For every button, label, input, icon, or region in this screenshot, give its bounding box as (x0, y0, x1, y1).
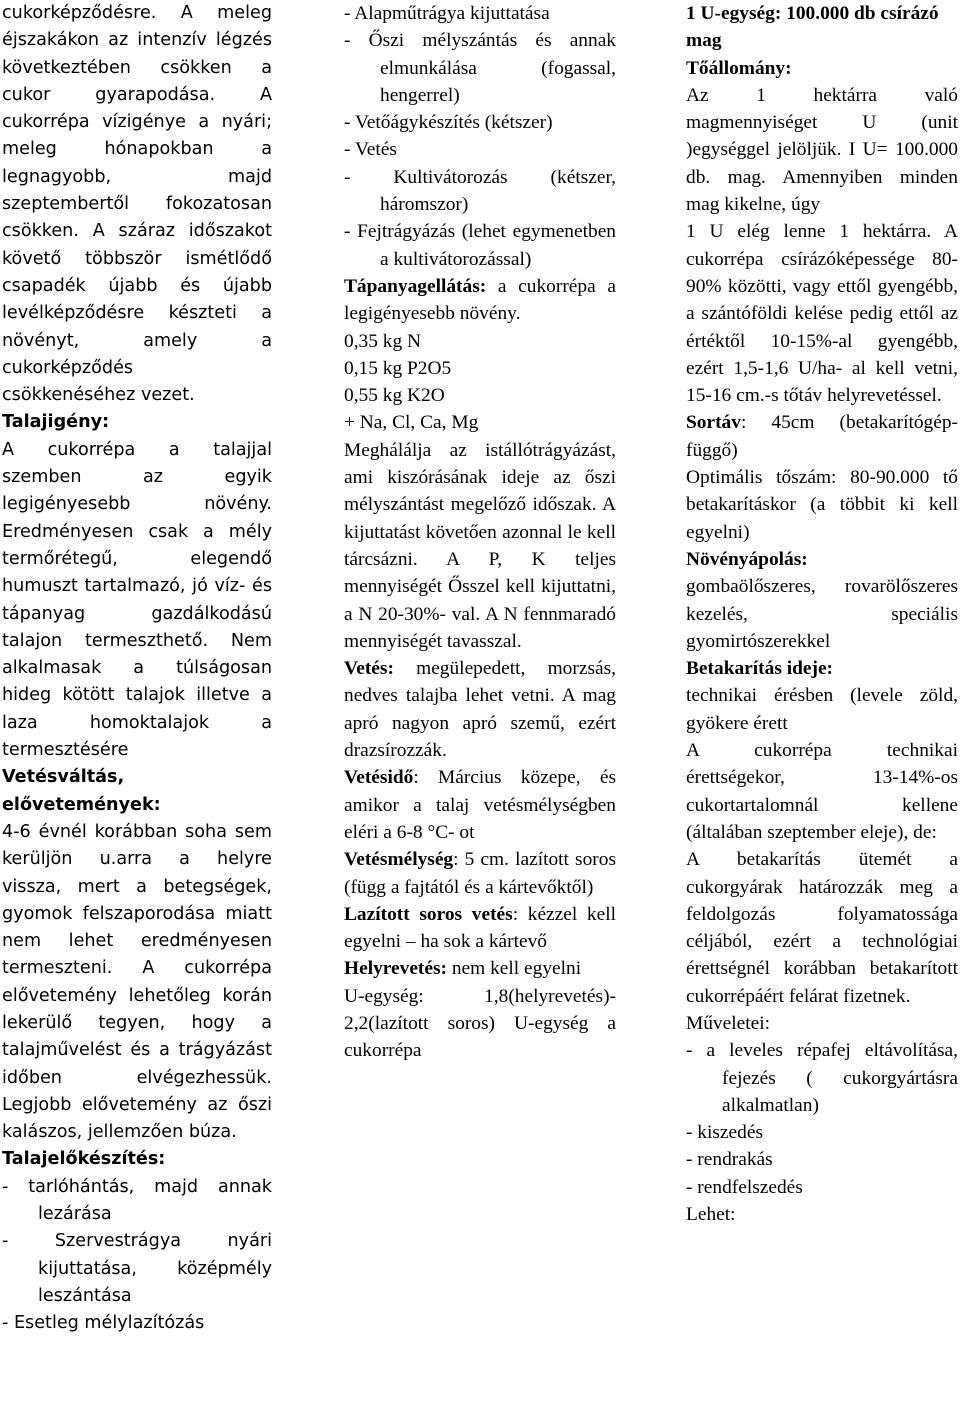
inline-label: Lazított soros vetés (344, 903, 513, 925)
section-heading: Vetésváltás, elővetemények: (2, 767, 161, 815)
paragraph: Meghálálja az istállótrágyázást, ami kiszórásának ideje az őszi mélyszántást megelőző időszak. A kijuttatást követően azonnal le kell tárcsázni. A P, K teljes mennyiségét Ősszel kell kijuttatni, a N 20-30%- val. A N fennmaradó mennyiségét tavasszal. (344, 439, 616, 652)
text-line: Műveletei: (686, 1012, 771, 1034)
paragraph: technikai érésben (levele zöld, gyökere érett (686, 685, 958, 734)
labeled-paragraph (344, 655, 616, 764)
inline-text: : kézzel kell egyelni – ha sok a kártevő (344, 903, 616, 953)
text-line: 0,55 kg K2O (344, 385, 445, 407)
labeled-paragraph (344, 901, 616, 956)
text-line: Lehet: (686, 1204, 736, 1226)
inline-label: Sortáv (686, 412, 741, 434)
inline-text: : 45cm (betakarítógép-függő) (686, 412, 958, 461)
text-line: 0,35 kg N (344, 330, 422, 352)
list-item: - Őszi mélyszántás és annak elmunkálása (fogassal, hengerrel) (344, 30, 616, 106)
list-item: - Esetleg mélylazítózás (2, 1313, 205, 1334)
inline-label: Vetés: (344, 658, 394, 680)
section-heading: 1 U-egység: 100.000 db csírázó mag (686, 3, 939, 52)
list-item: - a leveles répafej eltávolítása, fejezés ( cukorgyártásra alkalmatlan) (686, 1040, 958, 1116)
paragraph: Optimális tőszám: 80-90.000 tő betakarításkor (a többit ki kell egyelni) (686, 467, 958, 543)
list-item: - tarlóhántás, majd annak lezárása (2, 1176, 272, 1225)
section-heading: Tőállomány: (686, 57, 792, 79)
paragraph: Az 1 hektárra való magmennyiséget U (unit )egységgel jelöljük. I U= 100.000 db. mag. Amennyiben minden mag kikelne, úgy (686, 84, 958, 216)
inline-text: megülepedett, morzsás, nedves talajba lehet vetni. A mag apró nagyon apró szemű, ezért drazsírozzák. (344, 658, 616, 762)
paragraph: 1 U elég lenne 1 hektárra. A cukorrépa csírázóképessége 80-90% közötti, vagy ettől gyengébb, a szántóföldi kelése pedig ettől az értéktől 10-15%-al gyengébb, ezért 1,5-1,6 U/ha- al kell vetni, 15-16 cm.-s tőtáv helyrevetéssel. (686, 221, 958, 407)
paragraph: 4-6 évnél korábban soha sem kerüljön u.arra a helyre vissza, mert a betegségek, gyomok felszaporodása miatt nem lehet eredményesen termeszteni. A cukorrépa elővetemény lehetőleg korán lekerülő tegyen, hogy a talajművelést és a trágyázást időben elvégezhessük. Legjobb elővetemény az őszi kalászos, jellemzően búza. (2, 821, 272, 1143)
labeled-paragraph (344, 846, 616, 901)
text-line: + Na, Cl, Ca, Mg (344, 412, 479, 434)
list-item: - Alapműtrágya kijuttatása (344, 3, 550, 24)
list-item: - rendrakás (686, 1149, 773, 1171)
column-2 (344, 0, 616, 1065)
inline-text: nem kell egyelni (447, 958, 582, 980)
paragraph: A cukorrépa a talajjal szemben az egyik legigényesebb növény. Eredményesen csak a mély termőrétegű, elegendő humuszt tartalmazó, jó víz- és tápanyag gazdálkodású talajon termeszthető. Nem alkalmasak a túlságosan hideg kötött talajok illetve a laza homoktalajok a termesztésére (2, 439, 272, 761)
labeled-paragraph (686, 409, 958, 464)
paragraph: U-egység: 1,8(helyrevetés)- 2,2(lazított soros) U-egység a cukorrépa (344, 985, 616, 1062)
inline-text: : 5 cm. lazított soros (függ a fajtától és a kártevőktől) (344, 849, 616, 898)
paragraph: gombaölőszeres, rovarölőszeres kezelés, speciális gyomirtószerekkel (686, 576, 958, 652)
list-item: - Vetés (344, 139, 397, 161)
paragraph: A cukorrépa technikai érettségekor, 13-14%-os cukortartalomnál kellene (általában szeptember eleje), de: (686, 740, 958, 843)
inline-label: Vetésidő (344, 767, 414, 789)
section-heading: Betakarítás ideje: (686, 658, 834, 680)
inline-text: a cukorrépa a legigényesebb növény. (344, 275, 616, 325)
section-heading: Talajelőkészítés: (2, 1149, 166, 1170)
list-item: - Vetőágykészítés (kétszer) (344, 112, 553, 134)
labeled-paragraph (344, 273, 616, 328)
column-3 (686, 0, 958, 1228)
section-heading: Talajigény: (2, 412, 110, 433)
list-item: - Fejtrágyázás (lehet egymenetben a kultivátorozással) (344, 221, 616, 270)
labeled-paragraph (344, 764, 616, 846)
section-heading: Növényápolás: (686, 548, 808, 570)
paragraph: cukorképződésre. A meleg éjszakákon az intenzív légzés következtében csökken a cukor gyarapodása. A cukorrépa vízigénye a nyári; meleg hónapokban a legnagyobb, majd szeptembertől fokozatosan csökken. A száraz időszakot követő többször ismétlődő csapadék újabb és újabb levélképződésre készteti a növényt, amely a cukorképződés csökkenéséhez vezet. (2, 3, 272, 406)
inline-label: Helyrevetés: (344, 958, 448, 980)
list-item: - kiszedés (686, 1122, 763, 1144)
text-line: 0,15 kg P2O5 (344, 357, 452, 379)
list-item: - rendfelszedés (686, 1176, 803, 1198)
inline-label: Vetésmélység (344, 849, 454, 871)
labeled-paragraph (344, 955, 616, 982)
inline-text: : Március közepe, és amikor a talaj vetésmélységben eléri a 6-8 °C- ot (344, 767, 616, 843)
list-item: - Szervestrágya nyári kijuttatása, középmély leszántása (2, 1231, 272, 1306)
column-1 (2, 0, 272, 1338)
list-item: - Kultivátorozás (kétszer, háromszor) (344, 166, 616, 216)
paragraph: A betakarítás ütemét a cukorgyárak határozzák meg a feldolgozás folyamatossága céljából, ezért a technológiai érettségnél korábban betakarított cukorrépáért felárat fizetnek. (686, 849, 958, 1007)
inline-label: Tápanyagellátás: (344, 275, 487, 297)
